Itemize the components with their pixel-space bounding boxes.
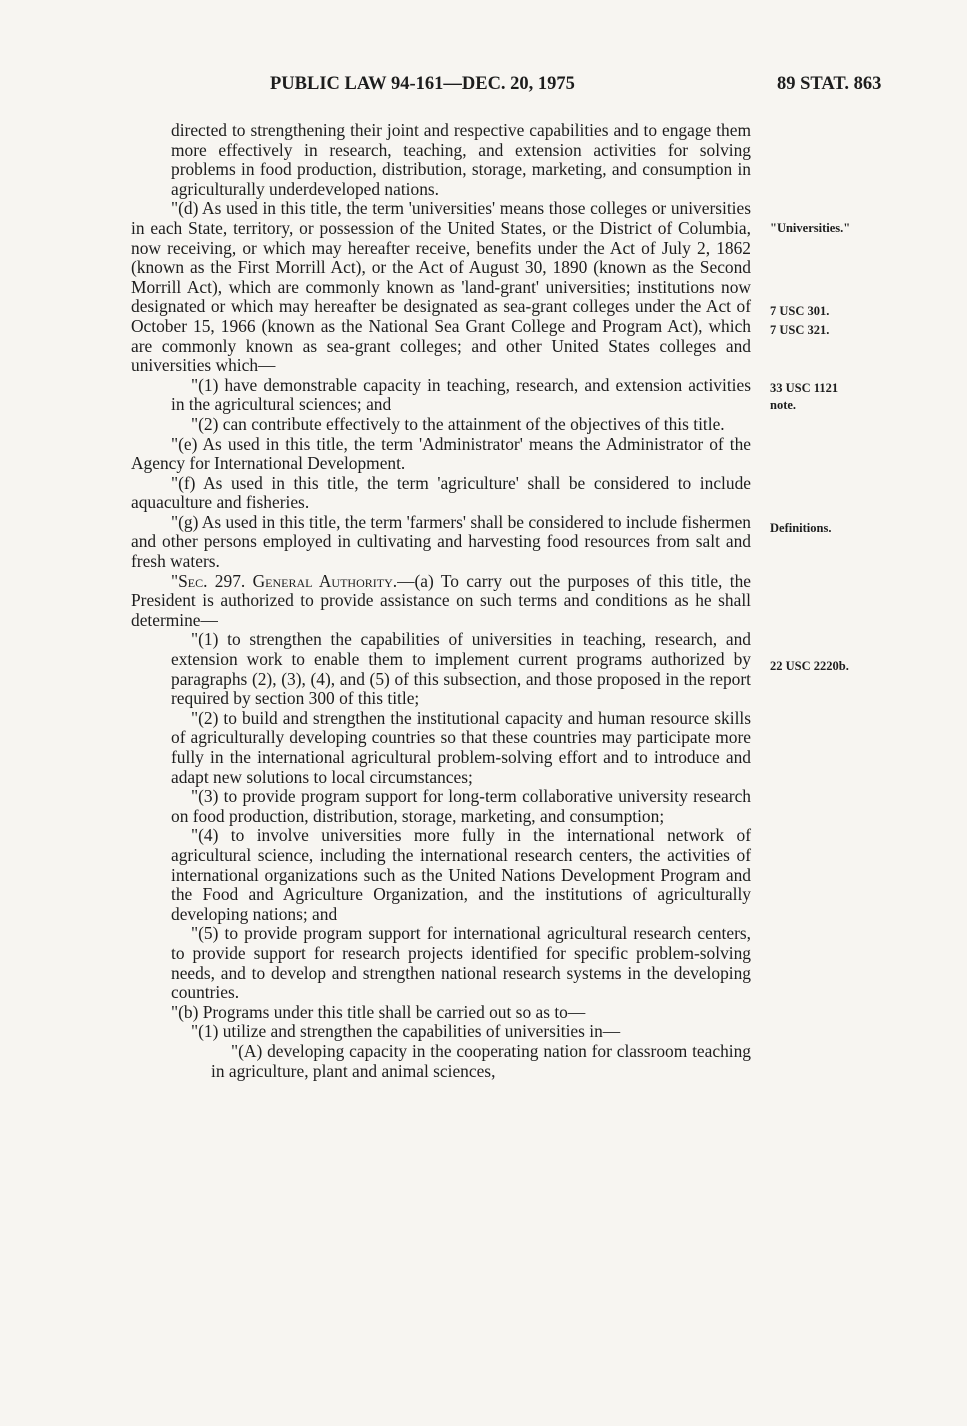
paragraph-bA: "(A) developing capacity in the cooperating nation for classroom teaching in agriculture, plant and animal sciences, bbox=[211, 1040, 751, 1081]
paragraph-continuation: directed to strengthening their joint and respective capabilities and to engage them more effectively in research, teaching, and extension activities for solving problems in food production, distribution, storage, marketing, and consumption in agriculturally underdeveloped nations. bbox=[171, 120, 751, 199]
statute-body bbox=[131, 121, 751, 1081]
paragraph-a1: "(1) to strengthen the capabilities of universities in teaching, research, and extension work to enable them to implement current programs authorized by paragraphs (2), (3), (4), and (5) of this subsection, and those proposed in the report required by section 300 of this title; bbox=[171, 629, 751, 709]
paragraph-a2: "(2) to build and strengthen the institutional capacity and human resource skills of agriculturally developing countries so that these countries may participate more fully in the international agricultural problem-solving effort and to introduce and adapt new solutions to local circumstances; bbox=[171, 707, 751, 787]
margin-note-7usc301: 7 USC 301. bbox=[770, 304, 830, 318]
header-stat-page: 89 STAT. 863 bbox=[777, 74, 882, 94]
paragraph-a5: "(5) to provide program support for international agricultural research centers, to provide support for research projects identified for specific problem-solving needs, and to develop and strengthen national research systems in the developing countries. bbox=[171, 923, 751, 1003]
paragraph-e: "(e) As used in this title, the term 'Administrator' means the Administrator of the Agency for International Development. bbox=[131, 433, 751, 474]
header-title: PUBLIC LAW 94-161—DEC. 20, 1975 bbox=[270, 74, 575, 94]
paragraph-d1: "(1) have demonstrable capacity in teaching, research, and extension activities in the agricultural sciences; and bbox=[171, 374, 751, 415]
paragraph-g: "(g) As used in this title, the term 'farmers' shall be considered to include fishermen and other persons employed in cultivating and harvesting food resources from salt and fresh waters. bbox=[131, 511, 751, 572]
margin-note-22usc2220b: 22 USC 2220b. bbox=[770, 659, 849, 673]
paragraph-b1: "(1) utilize and strengthen the capabilities of universities in— bbox=[191, 1021, 621, 1042]
paragraph-a3: "(3) to provide program support for long-term collaborative university research on food production, distribution, storage, marketing, and consumption; bbox=[171, 786, 751, 826]
section-297 bbox=[131, 572, 751, 631]
paragraph-d2: "(2) can contribute effectively to the attainment of the objectives of this title. bbox=[191, 413, 725, 434]
section-text: —(a) To carry out the purposes of this title, the President is authorized to provide assistance on such terms and conditions as he shall determine— bbox=[131, 570, 751, 630]
section-heading: "Sec. 297. General Authority. bbox=[171, 570, 398, 591]
margin-note-universities: "Universities." bbox=[770, 221, 851, 235]
paragraph-a4: "(4) to involve universities more fully in the international network of agricultural science, including the international research centers, the activities of international organizations such as the United Nations Development Program and the Food and Agriculture Organization, and the institutions of agriculturally developing nations; and bbox=[171, 825, 751, 924]
margin-note-7usc321: 7 USC 321. bbox=[770, 323, 830, 337]
margin-note-definitions: Definitions. bbox=[770, 521, 832, 535]
margin-note-33usc1121: 33 USC 1121 note. bbox=[770, 381, 839, 412]
page-header bbox=[0, 74, 967, 98]
paragraph-b: "(b) Programs under this title shall be carried out so as to— bbox=[171, 1001, 586, 1022]
paragraph-f: "(f) As used in this title, the term 'agriculture' shall be considered to include aquaculture and fisheries. bbox=[131, 472, 751, 513]
paragraph-d: "(d) As used in this title, the term 'universities' means those colleges or universities in each State, territory, or possession of the United States, or the District of Columbia, now receiving, or which may hereafter receive, benefits under the Act of July 2, 1862 (known as the First Morrill Act), or the Act of August 30, 1890 (known as the Second Morrill Act), which are commonly known as 'land-grant' universities; institutions now designated or which may hereafter be designated as sea-grant colleges under the Act of October 15, 1966 (known as the National Sea Grant College and Program Act), which are commonly known as sea-grant colleges; and other United States colleges and universities which— bbox=[131, 198, 751, 376]
